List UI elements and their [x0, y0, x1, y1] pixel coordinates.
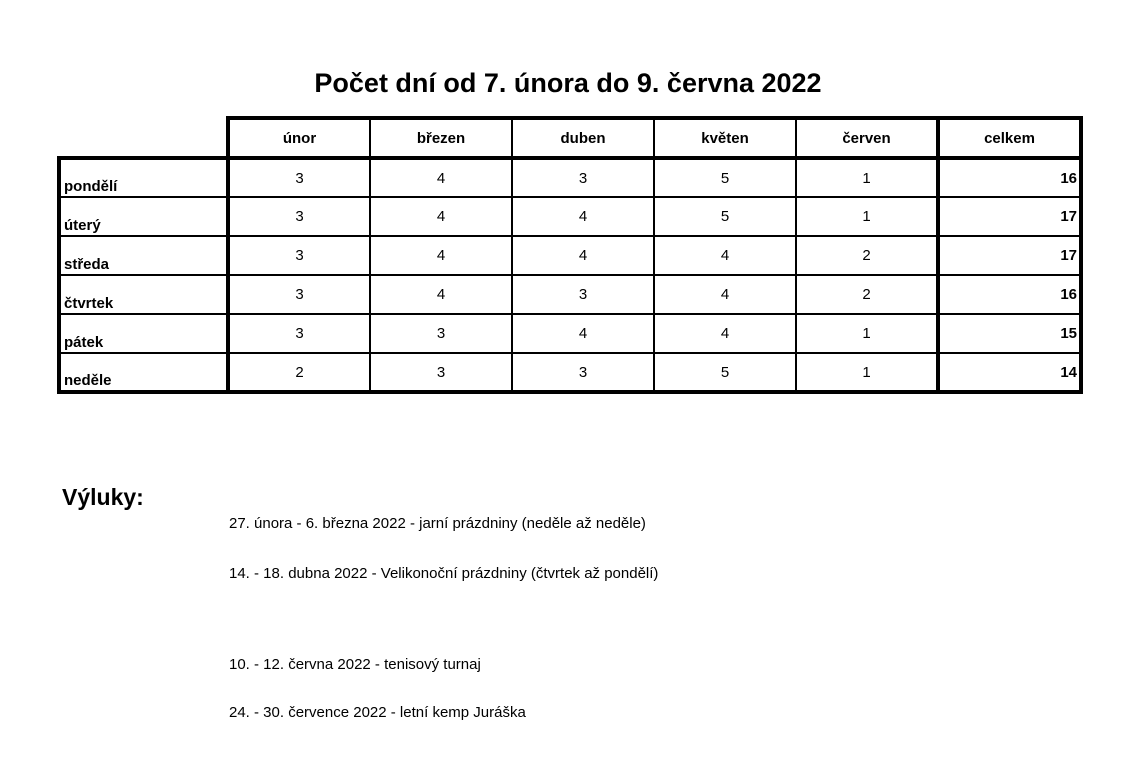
total-cell: 16	[938, 275, 1081, 314]
value-cell: 4	[654, 314, 796, 353]
day-label: středa	[59, 236, 228, 275]
value-cell: 3	[228, 275, 370, 314]
value-cell: 4	[370, 236, 512, 275]
header-month-may: květen	[654, 118, 796, 158]
value-cell: 3	[370, 314, 512, 353]
value-cell: 2	[796, 236, 938, 275]
value-cell: 4	[512, 314, 654, 353]
header-month-apr: duben	[512, 118, 654, 158]
value-cell: 4	[370, 197, 512, 236]
value-cell: 5	[654, 197, 796, 236]
total-cell: 14	[938, 353, 1081, 392]
value-cell: 4	[370, 158, 512, 197]
value-cell: 3	[228, 158, 370, 197]
value-cell: 3	[370, 353, 512, 392]
table-row	[59, 275, 1081, 314]
header-row	[59, 118, 1081, 158]
table-row	[59, 314, 1081, 353]
value-cell: 1	[796, 314, 938, 353]
exclusion-item: 10. - 12. června 2022 - tenisový turnaj	[229, 656, 481, 673]
header-month-mar: březen	[370, 118, 512, 158]
value-cell: 2	[796, 275, 938, 314]
exclusion-item: 24. - 30. července 2022 - letní kemp Juráška	[229, 704, 526, 721]
value-cell: 1	[796, 197, 938, 236]
day-label: čtvrtek	[59, 275, 228, 314]
day-label: úterý	[59, 197, 228, 236]
value-cell: 3	[512, 158, 654, 197]
value-cell: 3	[512, 275, 654, 314]
value-cell: 1	[796, 158, 938, 197]
day-label: pátek	[59, 314, 228, 353]
table-row	[59, 197, 1081, 236]
value-cell: 5	[654, 158, 796, 197]
days-table	[57, 116, 1083, 394]
value-cell: 4	[654, 275, 796, 314]
value-cell: 2	[228, 353, 370, 392]
table-row	[59, 158, 1081, 197]
corner-cell	[59, 118, 228, 158]
day-label: neděle	[59, 353, 228, 392]
value-cell: 1	[796, 353, 938, 392]
header-month-jun: červen	[796, 118, 938, 158]
day-label: pondělí	[59, 158, 228, 197]
exclusions-heading: Výluky:	[62, 484, 144, 510]
total-cell: 17	[938, 236, 1081, 275]
table-row	[59, 236, 1081, 275]
total-cell: 15	[938, 314, 1081, 353]
value-cell: 4	[512, 236, 654, 275]
value-cell: 3	[228, 236, 370, 275]
total-cell: 16	[938, 158, 1081, 197]
value-cell: 5	[654, 353, 796, 392]
total-cell: 17	[938, 197, 1081, 236]
table-row	[59, 353, 1081, 392]
exclusion-item: 14. - 18. dubna 2022 - Velikonoční prázdniny (čtvrtek až pondělí)	[229, 565, 659, 582]
value-cell: 3	[512, 353, 654, 392]
exclusion-item: 27. února - 6. března 2022 - jarní prázdniny (neděle až neděle)	[229, 515, 646, 532]
value-cell: 3	[228, 314, 370, 353]
header-total: celkem	[938, 118, 1081, 158]
page-title: Počet dní od 7. února do 9. června 2022	[314, 68, 822, 98]
value-cell: 3	[228, 197, 370, 236]
value-cell: 4	[370, 275, 512, 314]
header-month-feb: únor	[228, 118, 370, 158]
value-cell: 4	[654, 236, 796, 275]
value-cell: 4	[512, 197, 654, 236]
